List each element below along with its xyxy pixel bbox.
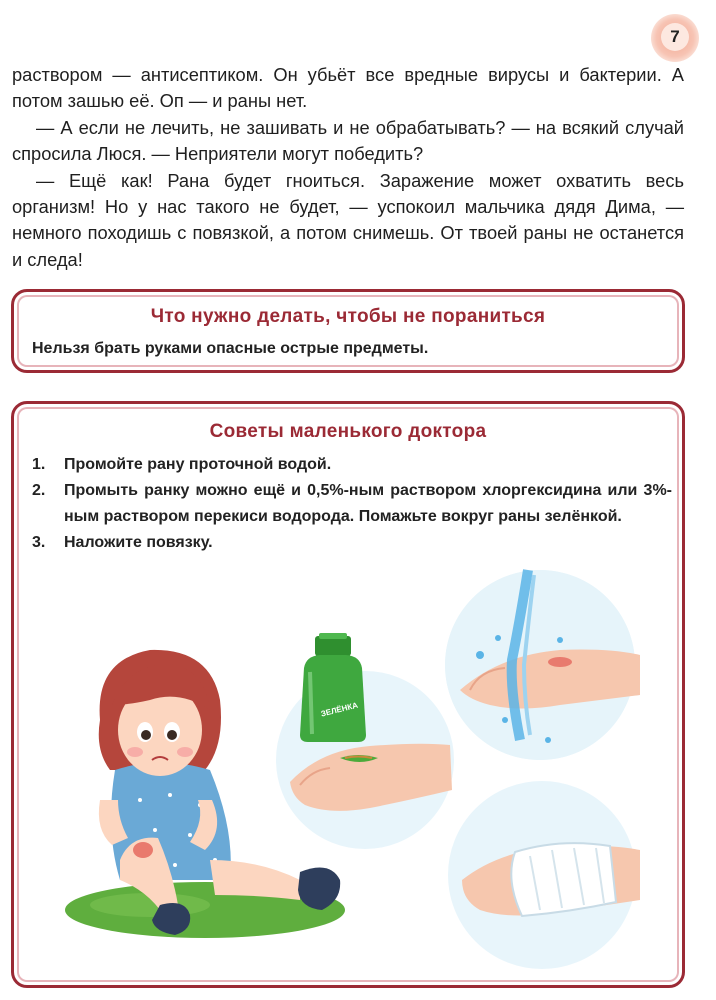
hand-under-running-water-icon bbox=[443, 568, 640, 762]
safety-rule-text: Нельзя брать руками опасные острые предметы. bbox=[32, 340, 429, 357]
tip-number: 2. bbox=[32, 482, 46, 499]
tip-text: Промойте рану проточной водой. bbox=[64, 456, 332, 473]
doctor-tips-title: Советы маленького доктора bbox=[209, 421, 487, 442]
green-antiseptic-bottle-icon bbox=[300, 633, 366, 742]
story-paragraph: раствором — антисептиком. Он убьёт все вредные вирусы и бактерии. А потом зашью её. Оп — и раны нет. bbox=[12, 64, 684, 112]
tip-number: 1. bbox=[32, 456, 46, 473]
safety-rule-title: Что нужно делать, чтобы не пораниться bbox=[150, 306, 546, 327]
story-paragraph: — А если не лечить, не зашивать и не обрабатывать? — на всякий случай спросила Люся. — Неприятели могут победить? bbox=[12, 116, 684, 165]
tip-text: Наложите повязку. bbox=[64, 534, 213, 551]
story-paragraph: — Ещё как! Рана будет гноиться. Заражение может охватить весь организм! Но у нас такого не будет, — успокоил мальчика дядя Дима, — немного походишь с повязкой, а потом снимешь. От твоей раны не останется и следа! bbox=[12, 169, 684, 270]
page-number: 7 bbox=[661, 23, 689, 51]
hand-with-treated-wound-icon bbox=[274, 669, 456, 851]
bottle-label: ЗЕЛЁНКА bbox=[319, 700, 359, 719]
tip-text: Промыть ранку можно ещё и 0,5%-ным раствором хлоргексидина или 3%-ным раствором перекиси водорода. Помажьте вокруг раны зелёнкой. bbox=[64, 482, 672, 525]
tip-number: 3. bbox=[32, 534, 46, 551]
bandaged-hand-icon bbox=[446, 779, 640, 971]
